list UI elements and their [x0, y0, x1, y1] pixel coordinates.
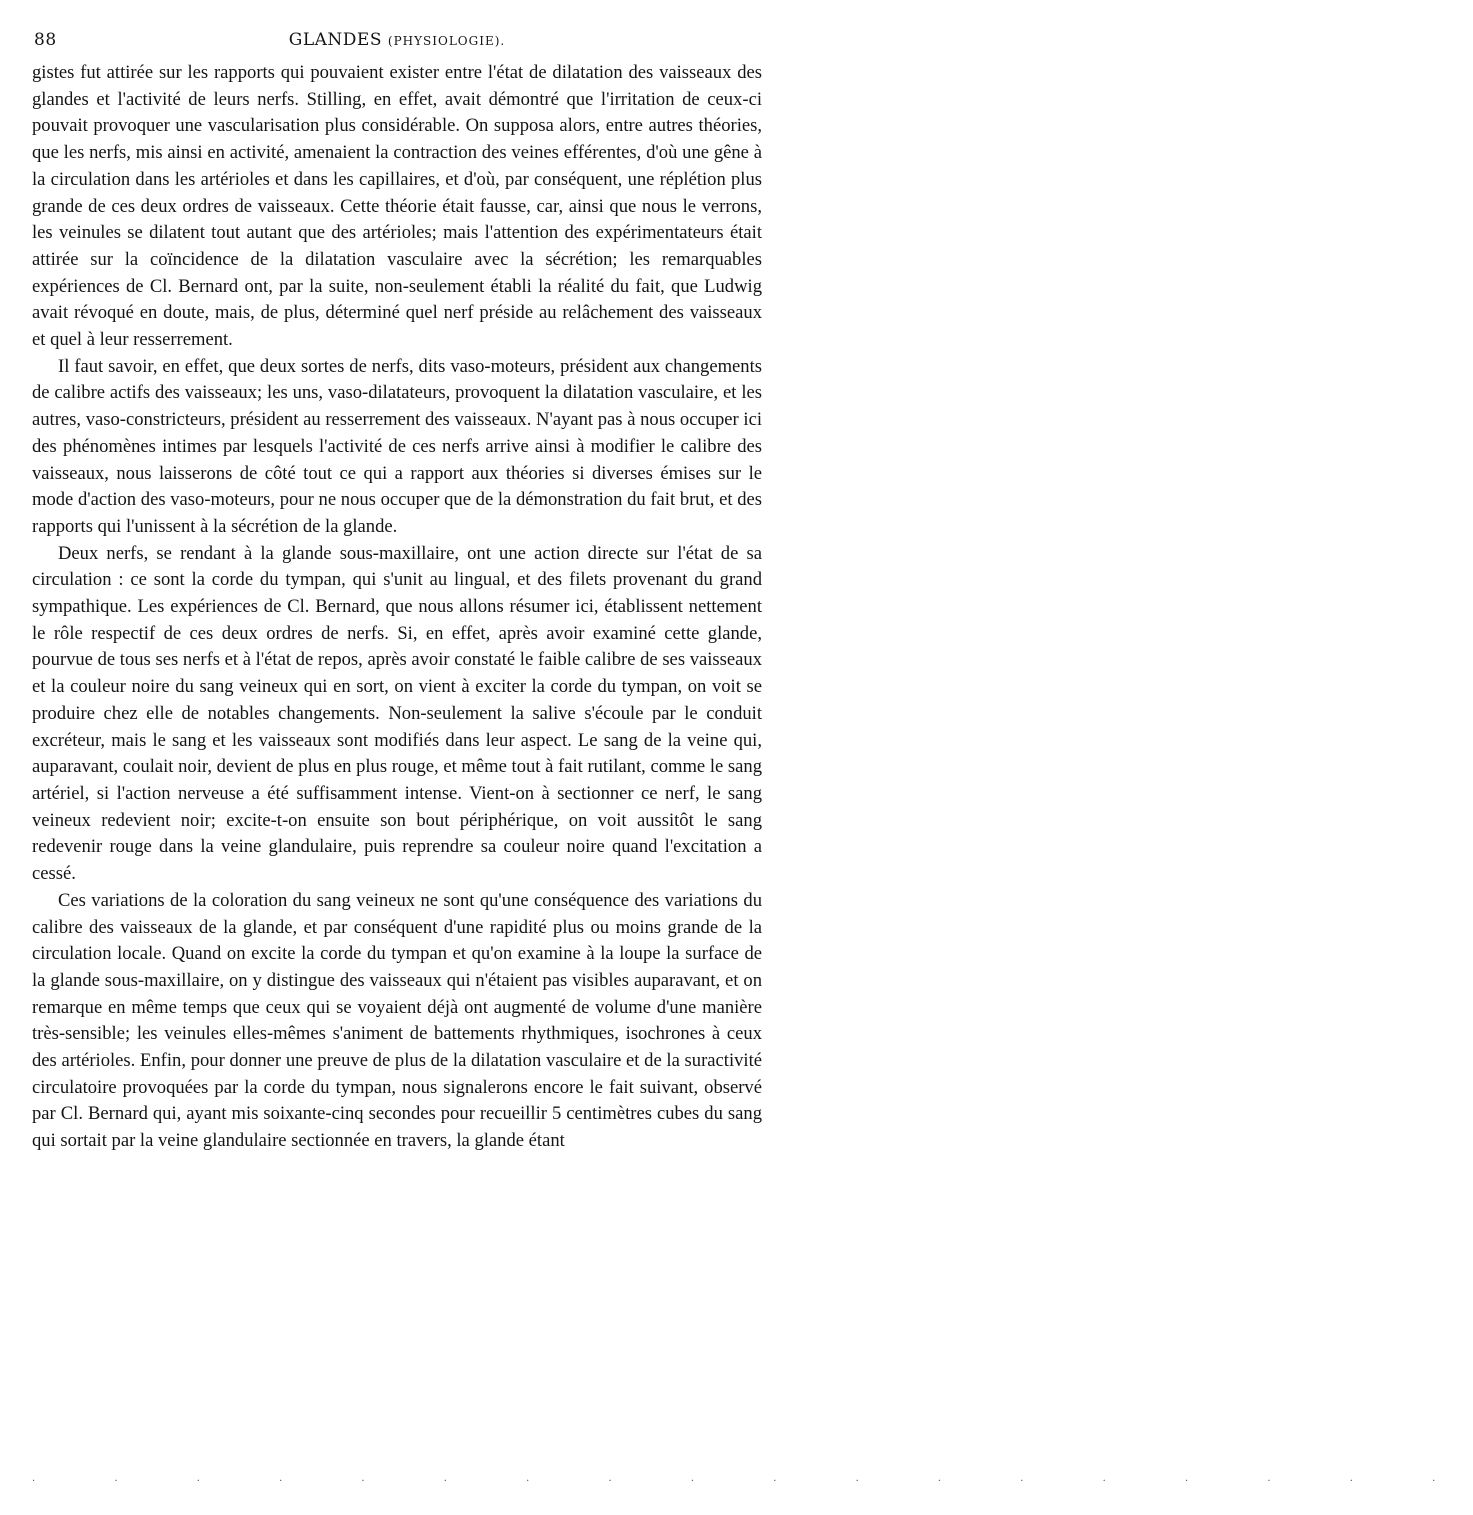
document-page [32, 24, 762, 1155]
paragraph-1: gistes fut attirée sur les rapports qui pouvaient exister entre l'état de dilatation des vaisseaux des glandes et l'activité de leurs nerfs. Stilling, en effet, avait démontré que l'irritation de ceux-ci pouvait provoquer une vascularisation plus considérable. On supposa alors, entre autres théories, que les nerfs, mis ainsi en activité, amenaient la contraction des veines efférentes, d'où une gêne à la circulation dans les artérioles et dans les capillaires, et d'où, par conséquent, une réplétion plus grande de ces deux ordres de vaisseaux. Cette théorie était fausse, car, ainsi que nous le verrons, les veinules se dilatent tout autant que des artérioles; mais l'attention des expérimentateurs était attirée sur la coïncidence de la dilatation vasculaire avec la sécrétion; les remarquables expériences de Cl. Bernard ont, par la suite, non-seulement établi la réalité du fait, que Ludwig avait révoqué en doute, mais, de plus, déterminé quel nerf préside au relâchement des vaisseaux et quel à leur resserrement. [32, 62, 762, 351]
running-title-main: GLANDES [288, 30, 382, 50]
paragraph-3: Deux nerfs, se rendant à la glande sous-maxillaire, ont une action directe sur l'état de sa circulation : ce sont la corde du tympan, qui s'unit au lingual, et des filets provenant du grand sympathique. Les expériences de Cl. Bernard, que nous allons résumer ici, établissent nettement le rôle respectif de ces deux ordres de nerfs. Si, en effet, après avoir examiné cette glande, pourvue de tous ses nerfs et à l'état de repos, après avoir constaté le faible calibre de ses vaisseaux et la couleur noire du sang veineux qui en sort, on vient à exciter la corde du tympan, on voit se produire chez elle de notables changements. Non-seulement la salive s'écoule par le conduit excréteur, mais le sang et les vaisseaux sont modifiés dans leur aspect. Le sang de la veine qui, auparavant, coulait noir, devient de plus en plus rouge, et même tout à fait rutilant, comme le sang artériel, si l'action nerveuse a été suffisamment intense. Vient-on à sectionner ce nerf, le sang veineux redevient noir; excite-t-on ensuite son bout périphérique, on voit aussitôt le sang redevenir rouge dans la veine glandulaire, puis reprendre sa couleur noire quand l'excitation a cessé. [32, 542, 762, 885]
running-title-sub: (PHYSIOLOGIE). [387, 34, 506, 48]
paragraph-2: Il faut savoir, en effet, que deux sortes de nerfs, dits vaso-moteurs, président aux changements de calibre actifs des vaisseaux; les uns, vaso-dilatateurs, provoquent la dilatation vasculaire, et les autres, vaso-constricteurs, président au resserrement des vaisseaux. N'ayant pas à nous occuper ici des phénomènes intimes par lesquels l'activité de ces nerfs arrive ainsi à modifier le calibre des vaisseaux, nous laisserons de côté tout ce qui a rapport aux théories si diverses émises sur le mode d'action des vaso-moteurs, pour ne nous occuper que de la démonstration du fait brut, et des rapports qui l'unissent à la sécrétion de la glande. [32, 355, 762, 537]
footer-print-marks: · · · · · · · · · · · · · · · · · · [32, 1476, 1473, 1487]
running-title [32, 30, 762, 50]
page-header [32, 24, 762, 60]
paragraph-4: Ces variations de la coloration du sang veineux ne sont qu'une conséquence des variations du calibre des vaisseaux de la glande, et par conséquent d'une rapidité plus ou moins grande de la circulation locale. Quand on excite la corde du tympan et qu'on examine à la loupe la surface de la glande sous-maxillaire, on y distingue des vaisseaux qui n'étaient pas visibles auparavant, et on remarque en même temps que ceux qui se voyaient déjà ont augmenté de volume d'une manière très-sensible; les veinules elles-mêmes s'animent de battements rhythmiques, isochrones à ceux des artérioles. Enfin, pour donner une preuve de plus de la dilatation vasculaire et de la suractivité circulatoire provoquées par la corde du tympan, nous signalerons encore le fait suivant, observé par Cl. Bernard qui, ayant mis soixante-cinq secondes pour recueillir 5 centimètres cubes du sang qui sortait par la veine glandulaire sectionnée en travers, la glande étant [32, 889, 762, 1152]
page-number: 88 [34, 30, 57, 50]
